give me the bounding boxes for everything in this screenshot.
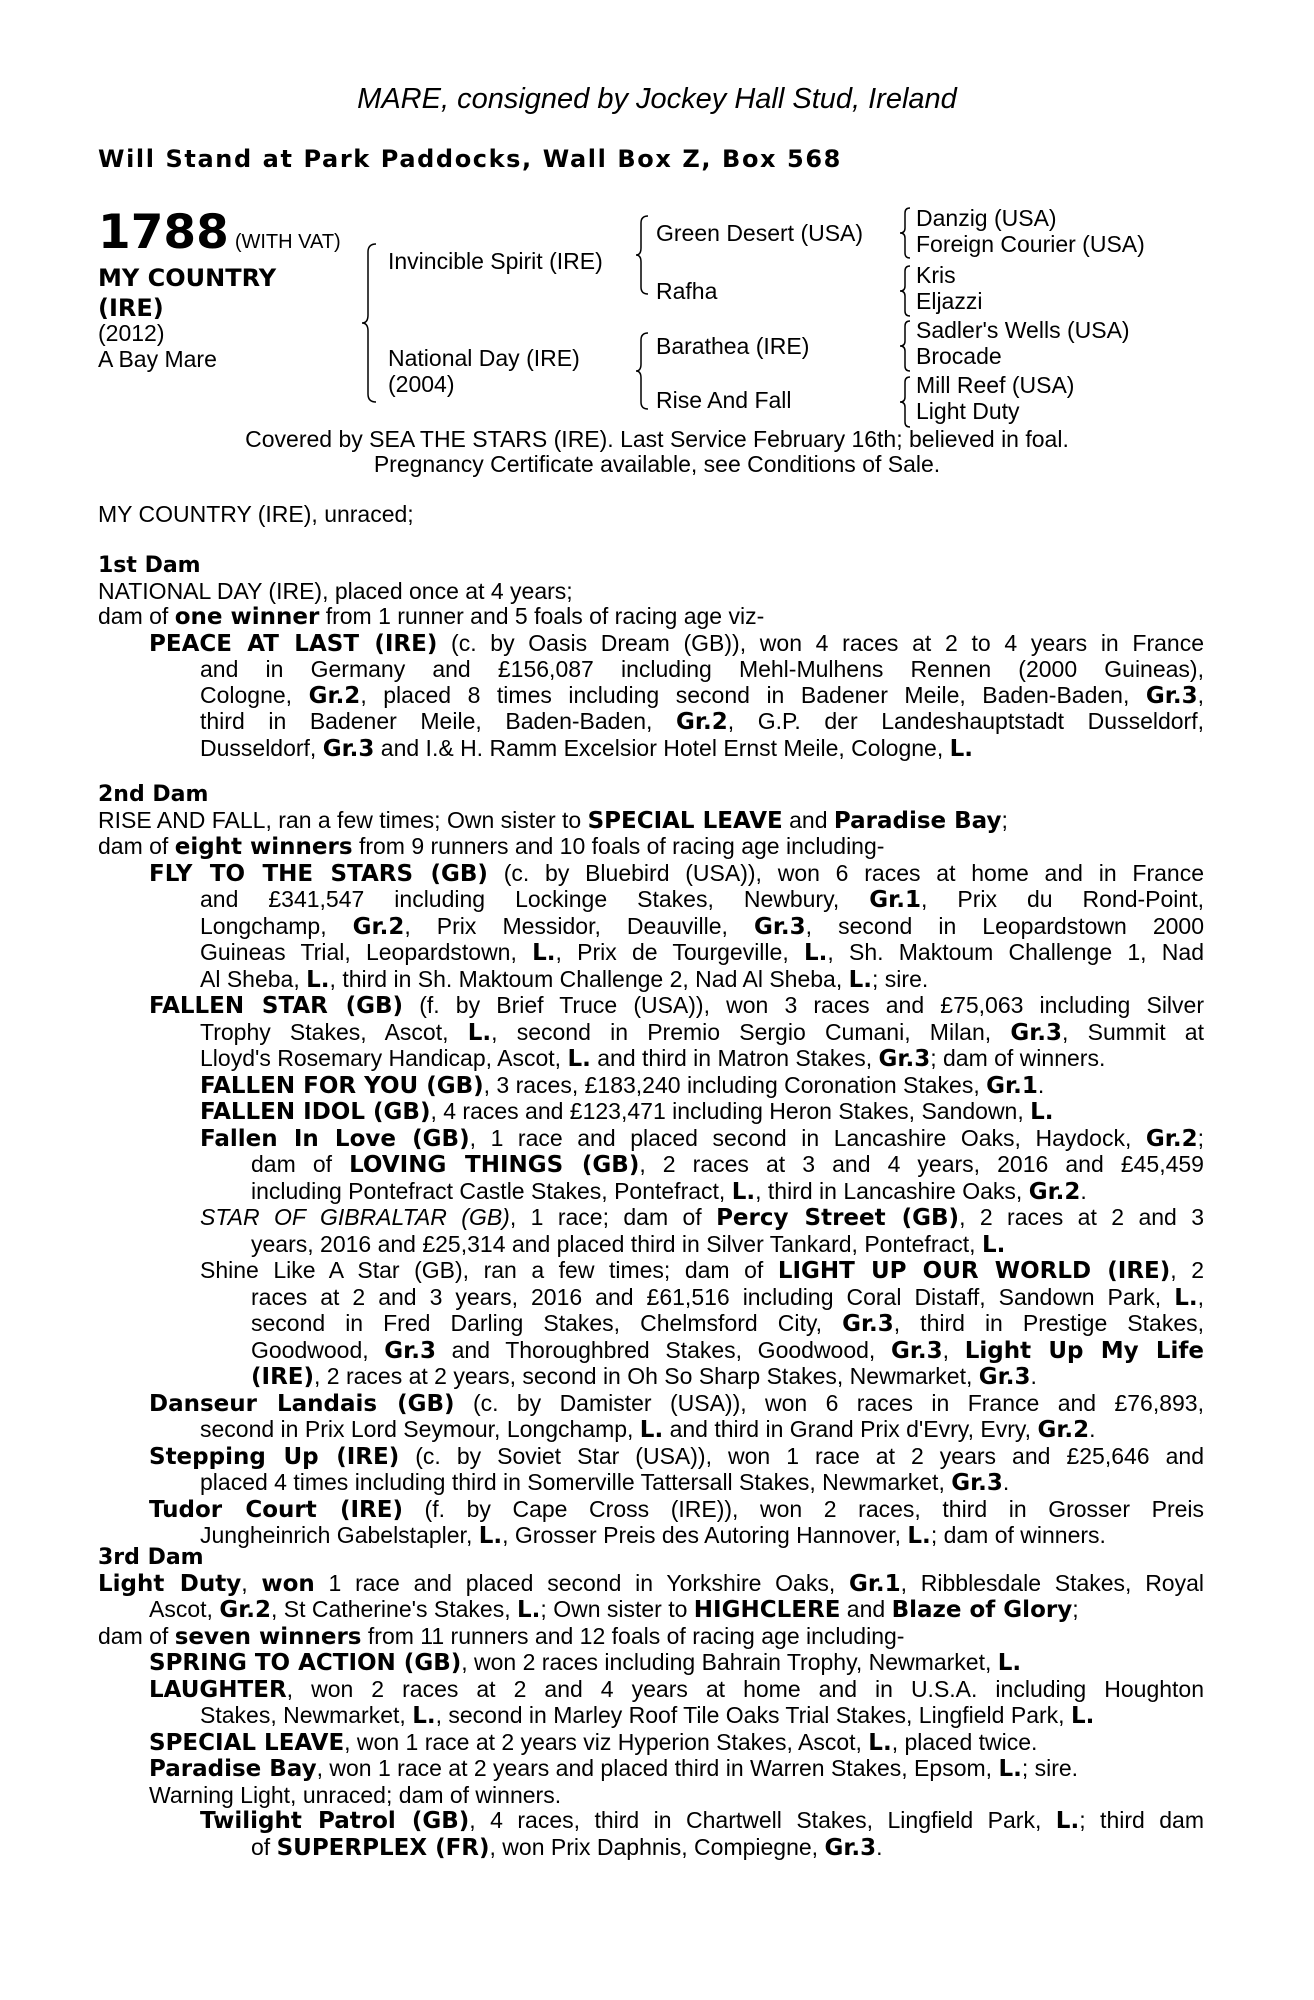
progeny-fly-to-the-stars bbox=[98, 861, 1204, 994]
text-run: , third in Prestige Stakes, bbox=[893, 1310, 1204, 1336]
text-run: and I.& H. Ramm Excelsior Hotel Ernst Meile, Cologne, bbox=[374, 734, 950, 761]
text-run: HIGHCLERE bbox=[693, 1597, 841, 1623]
text-run bbox=[251, 1364, 1204, 1391]
text-run: races at 2 and 3 years, 2016 and £61,516 including Coral Distaff, Sandown Park, bbox=[251, 1283, 1175, 1310]
text-run: , placed twice. bbox=[891, 1728, 1038, 1755]
progeny-special-leave bbox=[98, 1730, 1204, 1757]
text-run: Gr.3 bbox=[978, 1364, 1031, 1390]
text-run: (f. by Brief Truce (USA)), won 3 races and £75,063 including Silver bbox=[403, 992, 1204, 1018]
text-run: , second in Marley Roof Tile Oaks Trial Stakes, Lingfield Park, bbox=[435, 1702, 1071, 1728]
progeny-tudor-court bbox=[98, 1497, 1204, 1550]
pedigree-gs2: Foreign Courier (USA) bbox=[916, 231, 1145, 257]
text-run: (c. by Oasis Dream (GB)), won 4 races at 2 to 4 years in France bbox=[437, 629, 1204, 656]
text-run bbox=[200, 1285, 1204, 1391]
text-run: L. bbox=[1030, 1099, 1054, 1125]
text-run bbox=[251, 1835, 1204, 1862]
text-run: Lloyd's Rosemary Handicap, Ascot, bbox=[200, 1045, 568, 1071]
text-run bbox=[149, 1677, 1204, 1704]
text-run: , 2 races at 2 and 3 bbox=[959, 1204, 1205, 1230]
text-run: ; dam of winners. bbox=[930, 1045, 1106, 1071]
text-run: and in Germany and £156,087 including Mehl-Mulhens Rennen (2000 Guineas), bbox=[200, 656, 1204, 682]
text-run bbox=[98, 1624, 1204, 1651]
pedigree-gs4: Eljazzi bbox=[916, 288, 983, 314]
text-run bbox=[200, 1232, 1204, 1259]
text-run: , second in Premio Sergio Cumani, Milan, bbox=[491, 1018, 1011, 1045]
text-run: Gr.2 bbox=[352, 913, 405, 940]
text-run: Light Duty bbox=[98, 1570, 242, 1597]
text-run: Gr.3 bbox=[890, 1337, 943, 1364]
text-run bbox=[200, 967, 1204, 994]
text-run: Gr.1 bbox=[986, 1072, 1038, 1099]
text-run bbox=[149, 1650, 1204, 1677]
pedigree-bracket-sire bbox=[636, 215, 650, 295]
text-run: L. bbox=[412, 1703, 436, 1729]
text-run: Al Sheba, bbox=[200, 965, 307, 992]
text-run: LIGHT UP OUR WORLD (IRE) bbox=[777, 1258, 1171, 1284]
text-run: L. bbox=[998, 1756, 1022, 1782]
text-run: Dusseldorf, bbox=[200, 734, 323, 761]
text-run: Stakes, Newmarket, bbox=[200, 1702, 413, 1728]
text-run bbox=[149, 993, 1204, 1020]
text-run: Gr.1 bbox=[869, 887, 921, 913]
text-run bbox=[149, 887, 1204, 993]
text-run bbox=[200, 1808, 1204, 1835]
text-run: L. bbox=[467, 1019, 492, 1046]
text-run: one winner bbox=[174, 604, 320, 630]
first-dam-line2 bbox=[98, 604, 1204, 631]
covered-line2: Pregnancy Certificate available, see Conditions of Sale. bbox=[373, 451, 941, 477]
text-run: , Prix Messidor, Deauville, bbox=[404, 912, 754, 939]
horse-twilight-patrol: Twilight Patrol (GB) bbox=[200, 1808, 470, 1834]
pedigree-gs5: Sadler's Wells (USA) bbox=[916, 317, 1130, 343]
text-run: (c. by Soviet Star (USA)), won 1 race at 2 years and £25,646 and bbox=[399, 1442, 1204, 1469]
second-dam-section bbox=[98, 782, 1204, 1550]
text-run: , second in Leopardstown 2000 bbox=[805, 912, 1204, 939]
text-run: Warning Light, unraced; dam of winners. bbox=[149, 1781, 562, 1808]
text-run bbox=[149, 1808, 1204, 1861]
text-run: , bbox=[1197, 681, 1204, 708]
text-run: , 4 races and £123,471 including Heron Stakes, Sandown, bbox=[430, 1098, 1031, 1124]
text-run: Longchamp, bbox=[200, 912, 353, 939]
horse-name-line1: MY COUNTRY bbox=[98, 264, 277, 292]
horse-spring-to-action: SPRING TO ACTION (GB) bbox=[149, 1650, 462, 1676]
progeny-warning-light bbox=[98, 1783, 1204, 1862]
pedigree-bracket-gs2 bbox=[900, 265, 912, 317]
text-run: L. bbox=[517, 1597, 541, 1623]
covered-line1: Covered by SEA THE STARS (IRE). Last Service February 16th; believed in foal. bbox=[245, 426, 1069, 452]
text-run: ; third dam bbox=[1079, 1807, 1204, 1833]
text-run bbox=[149, 1417, 1204, 1444]
progeny-peace-at-last bbox=[98, 631, 1204, 763]
vat-label: (WITH VAT) bbox=[234, 231, 341, 253]
text-run: , 2 bbox=[1170, 1257, 1205, 1283]
text-run: L. bbox=[1174, 1284, 1198, 1311]
pedigree-bracket-gs1 bbox=[900, 207, 912, 259]
horse-fly-to-the-stars: FLY TO THE STARS (GB) bbox=[149, 860, 488, 887]
text-run bbox=[149, 1597, 1204, 1624]
text-run bbox=[149, 1444, 1204, 1471]
text-run: Light Up My Life bbox=[964, 1337, 1204, 1364]
text-run: (f. by Cape Cross (IRE)), won 2 races, third in Grosser Preis bbox=[402, 1495, 1204, 1522]
text-run: , 2 races at 2 years, second in Oh So Sharp Stakes, Newmarket, bbox=[314, 1363, 979, 1389]
text-run: Gr.1 bbox=[848, 1570, 901, 1597]
text-run bbox=[251, 1152, 1204, 1179]
text-run: from 9 runners and 10 foals of racing age including- bbox=[352, 833, 885, 859]
progeny-fallen-star bbox=[98, 993, 1204, 1391]
text-run: L. bbox=[478, 1523, 503, 1549]
first-dam-line1: NATIONAL DAY (IRE), placed once at 4 years; bbox=[98, 577, 573, 604]
text-run bbox=[149, 631, 1204, 658]
text-run: and £341,547 including Lockinge Stakes, Newbury, bbox=[200, 886, 870, 912]
text-run: Gr.3 bbox=[824, 1834, 877, 1861]
first-dam-heading: 1st Dam bbox=[98, 553, 201, 578]
text-run: SPECIAL LEAVE bbox=[587, 807, 783, 834]
text-run: third in Badener Meile, Baden-Baden, bbox=[200, 708, 677, 734]
text-run bbox=[149, 1391, 1204, 1418]
pedigree-gs1: Danzig (USA) bbox=[916, 205, 1057, 231]
text-run: , won 2 races at 2 and 4 years at home and in U.S.A. including Houghton bbox=[286, 1675, 1204, 1702]
intro-text: MY COUNTRY (IRE), unraced; bbox=[98, 501, 414, 527]
text-run: L. bbox=[868, 1729, 892, 1756]
text-run: L. bbox=[1070, 1703, 1095, 1729]
horse-stepping-up: Stepping Up (IRE) bbox=[149, 1443, 400, 1470]
text-run: from 1 runner and 5 foals of racing age viz- bbox=[319, 603, 765, 629]
text-run bbox=[200, 1046, 1204, 1073]
text-run: . bbox=[876, 1833, 883, 1860]
horse-year: (2012) bbox=[98, 320, 165, 346]
text-run bbox=[200, 1152, 1204, 1205]
text-run: Gr.3 bbox=[878, 1046, 931, 1072]
horse-tudor-court: Tudor Court (IRE) bbox=[149, 1496, 403, 1523]
text-run: Gr.3 bbox=[951, 1470, 1003, 1496]
progeny-laughter bbox=[98, 1677, 1204, 1730]
pedigree-sire: Invincible Spirit (IRE) bbox=[388, 248, 603, 274]
text-run: , won 1 race at 2 years viz Hyperion Stakes, Ascot, bbox=[344, 1728, 869, 1755]
horse-star-of-gibraltar: STAR OF GIBRALTAR (GB) bbox=[200, 1204, 510, 1230]
text-run bbox=[200, 1835, 1204, 1862]
text-run: Gr.2 bbox=[308, 682, 361, 709]
text-run: L. bbox=[949, 735, 974, 762]
text-run: , third in Sh. Maktoum Challenge 2, Nad Al Sheba, bbox=[329, 965, 849, 992]
text-run: , Sh. Maktoum Challenge 1, Nad bbox=[827, 939, 1204, 965]
text-run: of bbox=[251, 1833, 277, 1860]
text-run: RISE AND FALL, ran a few times; Own sister to bbox=[98, 806, 588, 833]
text-run bbox=[200, 1417, 1204, 1444]
text-run: dam of bbox=[251, 1151, 350, 1177]
horse-meta bbox=[98, 320, 217, 372]
text-run: Goodwood, bbox=[251, 1336, 385, 1363]
text-run: and bbox=[840, 1596, 892, 1622]
horse-fallen-for-you: FALLEN FOR YOU (GB) bbox=[200, 1072, 484, 1099]
text-run: and Thoroughbred Stakes, Goodwood, bbox=[435, 1336, 891, 1363]
text-run: 1 race and placed second in Yorkshire Oaks, bbox=[314, 1569, 849, 1596]
text-run: Gr.2 bbox=[1145, 1125, 1198, 1152]
text-run: Ascot, bbox=[149, 1596, 220, 1622]
text-run: Paradise Bay bbox=[833, 807, 1002, 834]
pedigree-dam-year: (2004) bbox=[388, 371, 455, 397]
text-run: ; sire. bbox=[872, 965, 929, 992]
text-run bbox=[200, 887, 1204, 914]
text-run bbox=[98, 1597, 1204, 1624]
text-run bbox=[98, 1571, 1204, 1598]
text-run: (c. by Damister (USA)), won 6 races in France and £76,893, bbox=[454, 1389, 1204, 1416]
horse-description: A Bay Mare bbox=[98, 346, 217, 372]
horse-peace-at-last: PEACE AT LAST (IRE) bbox=[149, 630, 438, 657]
text-run: and third in Matron Stakes, bbox=[590, 1045, 879, 1071]
text-run: Gr.2 bbox=[219, 1597, 271, 1623]
text-run bbox=[251, 1179, 1204, 1206]
horse-fallen-idol: FALLEN IDOL (GB) bbox=[200, 1099, 431, 1125]
text-run: Gr.3 bbox=[1010, 1019, 1063, 1046]
lot-number: 1788 bbox=[98, 205, 229, 260]
text-run: Shine Like A Star (GB), ran a few times; dam of bbox=[200, 1257, 778, 1283]
text-run: and bbox=[782, 806, 834, 833]
text-run bbox=[149, 1703, 1204, 1730]
text-run: (c. by Bluebird (USA)), won 6 races at home and in France bbox=[487, 859, 1204, 886]
pedigree-dam-sire: Barathea (IRE) bbox=[656, 333, 810, 359]
progeny-spring-to-action bbox=[98, 1650, 1204, 1677]
progeny-danseur-landais bbox=[98, 1391, 1204, 1444]
text-run: , won 2 races including Bahrain Trophy, Newmarket, bbox=[461, 1649, 998, 1675]
text-run: ; bbox=[1001, 806, 1008, 833]
pedigree-bracket-gs3 bbox=[900, 320, 912, 372]
pedigree-sire-dam: Rafha bbox=[656, 278, 718, 304]
text-run bbox=[149, 1497, 1204, 1524]
text-run bbox=[200, 1020, 1204, 1047]
text-run: and third in Grand Prix d'Evry, Evry, bbox=[663, 1416, 1038, 1442]
text-run: second in Fred Darling Stakes, Chelmsford City, bbox=[251, 1310, 843, 1336]
text-run: Gr.3 bbox=[753, 913, 806, 940]
text-run: L. bbox=[981, 1231, 1006, 1258]
text-run: , Summit at bbox=[1062, 1018, 1204, 1045]
text-run: Blaze of Glory bbox=[891, 1597, 1073, 1623]
text-run: eight winners bbox=[174, 834, 353, 860]
horse-paradise-bay: Paradise Bay bbox=[149, 1756, 317, 1782]
text-run bbox=[200, 1205, 1204, 1232]
text-run: placed 4 times including third in Somerville Tattersall Stakes, Newmarket, bbox=[200, 1469, 952, 1495]
text-run bbox=[149, 1730, 1204, 1757]
text-run: . bbox=[1080, 1177, 1087, 1204]
text-run: , Grosser Preis des Autoring Hannover, bbox=[502, 1522, 908, 1548]
text-run: dam of bbox=[98, 833, 175, 859]
text-run: (IRE) bbox=[251, 1364, 315, 1390]
text-run bbox=[200, 1258, 1204, 1285]
text-run: Gr.3 bbox=[842, 1311, 894, 1337]
text-run: L. bbox=[803, 940, 828, 966]
text-run bbox=[251, 1311, 1204, 1338]
text-run bbox=[200, 683, 1204, 710]
horse-laughter: LAUGHTER bbox=[149, 1676, 287, 1703]
text-run: L. bbox=[731, 1178, 756, 1205]
third-dam-section bbox=[98, 1545, 1204, 1861]
text-run: , bbox=[1197, 1283, 1204, 1310]
text-run: Guineas Trial, Leopardstown, bbox=[200, 939, 533, 965]
progeny-stepping-up bbox=[98, 1444, 1204, 1497]
page-title: MARE, consigned by Jockey Hall Stud, Ireland bbox=[357, 83, 957, 115]
text-run bbox=[200, 1073, 1204, 1100]
text-run: , 1 race; dam of bbox=[509, 1204, 717, 1230]
text-run: . bbox=[1037, 1071, 1045, 1098]
text-run bbox=[149, 657, 1204, 762]
text-run: . bbox=[1030, 1363, 1037, 1389]
text-run: years, 2016 and £25,314 and placed third in Silver Tankard, Pontefract, bbox=[251, 1230, 982, 1257]
third-dam-heading: 3rd Dam bbox=[98, 1545, 204, 1570]
text-run bbox=[251, 1285, 1204, 1312]
text-run: . bbox=[1089, 1416, 1096, 1442]
text-run: ; bbox=[1197, 1124, 1204, 1151]
text-run bbox=[200, 1126, 1204, 1153]
text-run bbox=[98, 808, 1204, 835]
text-run: , won Prix Daphnis, Compiegne, bbox=[489, 1833, 825, 1860]
text-run bbox=[200, 1470, 1204, 1497]
pedigree-bracket-gs4 bbox=[900, 376, 912, 428]
text-run: Percy Street (GB) bbox=[716, 1205, 960, 1231]
text-run: , 4 races, third in Chartwell Stakes, Lingfield Park, bbox=[469, 1807, 1056, 1833]
pedigree-dam-dam: Rise And Fall bbox=[656, 387, 792, 413]
text-run: , Prix de Tourgeville, bbox=[555, 939, 804, 965]
text-run: ; bbox=[1072, 1596, 1079, 1622]
text-run: Gr.3 bbox=[1145, 682, 1198, 709]
text-run bbox=[200, 1703, 1204, 1730]
text-run: , 1 race and placed second in Lancashire Oaks, Haydock, bbox=[469, 1124, 1146, 1151]
text-run: , third in Lancashire Oaks, bbox=[755, 1177, 1029, 1204]
text-run: , Prix du Rond-Point, bbox=[920, 886, 1204, 912]
horse-fallen-star: FALLEN STAR (GB) bbox=[149, 993, 404, 1019]
horse-name-line2: (IRE) bbox=[98, 294, 164, 322]
text-run: ; dam of winners. bbox=[930, 1522, 1106, 1548]
pedigree-gs6: Brocade bbox=[916, 343, 1002, 369]
text-run: Gr.2 bbox=[676, 709, 728, 735]
horse-special-leave: SPECIAL LEAVE bbox=[149, 1729, 345, 1756]
text-run: dam of bbox=[98, 603, 175, 629]
text-run bbox=[98, 834, 1204, 861]
text-run: , G.P. der Landeshauptstadt Dusseldorf, bbox=[727, 708, 1205, 734]
text-run: , bbox=[942, 1336, 965, 1363]
text-run bbox=[149, 1756, 1204, 1783]
text-run bbox=[149, 1020, 1204, 1391]
text-run: won bbox=[261, 1570, 315, 1597]
text-run: L. bbox=[1055, 1808, 1080, 1834]
text-run: second in Prix Lord Seymour, Longchamp, bbox=[200, 1416, 640, 1442]
text-run: Gr.3 bbox=[322, 735, 375, 762]
text-run: Gr.3 bbox=[384, 1337, 436, 1364]
pedigree-bracket-main bbox=[364, 243, 378, 403]
text-run: Gr.2 bbox=[1028, 1178, 1081, 1205]
text-run bbox=[200, 914, 1204, 941]
first-dam-section bbox=[98, 553, 1204, 762]
horse-danseur-landais: Danseur Landais (GB) bbox=[149, 1390, 455, 1417]
horse-name bbox=[98, 263, 276, 323]
text-run: , 2 races at 3 and 4 years, 2016 and £45,459 bbox=[639, 1151, 1204, 1177]
text-run: Trophy Stakes, Ascot, bbox=[200, 1018, 468, 1045]
progeny-paradise-bay bbox=[98, 1756, 1204, 1783]
text-run bbox=[200, 709, 1204, 736]
text-run: Gr.2 bbox=[1037, 1417, 1090, 1443]
text-run bbox=[200, 940, 1204, 967]
text-run bbox=[149, 861, 1204, 888]
pedigree-bracket-dam bbox=[636, 332, 650, 410]
text-run: dam of bbox=[98, 1622, 175, 1649]
pedigree-dam: National Day (IRE) bbox=[388, 345, 580, 371]
text-run: L. bbox=[639, 1417, 664, 1443]
second-dam-heading: 2nd Dam bbox=[98, 782, 209, 807]
text-run bbox=[200, 1099, 1204, 1126]
text-run: from 11 runners and 12 foals of racing age including- bbox=[361, 1622, 905, 1649]
text-run: seven winners bbox=[174, 1623, 362, 1650]
text-run: L. bbox=[567, 1046, 591, 1072]
text-run: L. bbox=[532, 940, 556, 966]
text-run: Cologne, bbox=[200, 681, 309, 708]
text-run bbox=[200, 736, 1204, 763]
text-run: L. bbox=[907, 1523, 931, 1549]
text-run: Jungheinrich Gabelstapler, bbox=[200, 1522, 479, 1548]
text-run: ; Own sister to bbox=[540, 1596, 694, 1622]
text-run: , Ribblesdale Stakes, Royal bbox=[900, 1569, 1204, 1596]
text-run: , won 1 race at 2 years and placed third in Warren Stakes, Epsom, bbox=[316, 1755, 999, 1781]
text-run bbox=[251, 1338, 1204, 1365]
text-run: , St Catherine's Stakes, bbox=[271, 1596, 518, 1622]
pedigree-gs8: Light Duty bbox=[916, 398, 1020, 424]
text-run: including Pontefract Castle Stakes, Pontefract, bbox=[251, 1177, 732, 1204]
text-run: L. bbox=[306, 966, 330, 993]
text-run: , placed 8 times including second in Badener Meile, Baden-Baden, bbox=[360, 681, 1146, 708]
covered-notice bbox=[0, 427, 1314, 477]
text-run: ; sire. bbox=[1021, 1755, 1079, 1781]
pedigree-gs7: Mill Reef (USA) bbox=[916, 372, 1075, 398]
stand-location: Will Stand at Park Paddocks, Wall Box Z, Box 568 bbox=[98, 145, 842, 173]
text-run bbox=[149, 1470, 1204, 1497]
text-run: . bbox=[1002, 1469, 1010, 1495]
pedigree-sire-sire: Green Desert (USA) bbox=[656, 220, 864, 246]
text-run: , bbox=[241, 1569, 262, 1596]
text-run: SUPERPLEX (FR) bbox=[276, 1834, 490, 1861]
pedigree-gs3: Kris bbox=[916, 262, 956, 288]
text-run: , 3 races, £183,240 including Coronation Stakes, bbox=[483, 1071, 987, 1098]
text-run: LOVING THINGS (GB) bbox=[349, 1152, 640, 1178]
lot-number-block bbox=[98, 205, 341, 260]
text-run: L. bbox=[848, 966, 873, 993]
text-run bbox=[251, 1232, 1204, 1259]
text-run: L. bbox=[997, 1650, 1022, 1676]
horse-fallen-in-love: Fallen In Love (GB) bbox=[200, 1125, 470, 1152]
